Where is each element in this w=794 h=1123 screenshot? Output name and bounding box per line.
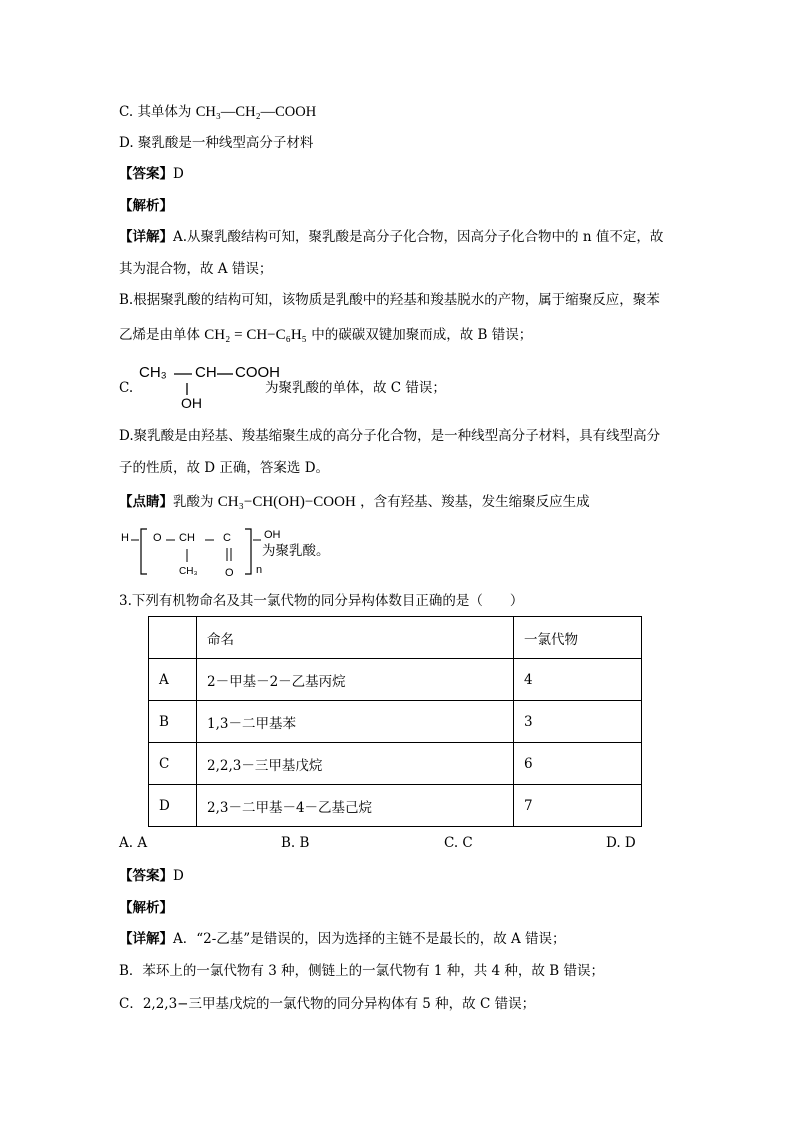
answer-options: [119, 835, 639, 855]
struct-cooh: COOH: [235, 364, 280, 381]
detail-1-b-line2: 乙烯是由单体 CH₂ = CH−C₆H₅ 中的碳碳双键加聚而成，故 B 错误；: [119, 327, 533, 343]
poly-ch3: CH₃: [179, 566, 198, 577]
option-c: C. 其单体为 CH₃—CH₂—COOH: [119, 104, 317, 120]
monomer-formula: CH₃—CH₂—COOH: [195, 104, 317, 120]
answer-2: 【答案】D: [119, 868, 184, 884]
detail-1-d-line2: 子的性质，故 D 正确，答案选 D。: [119, 460, 330, 476]
option-c-choice: C. C: [444, 835, 473, 851]
detail-1-b-line1: B.根据聚乳酸的结构可知，该物质是乳酸中的羟基和羧基脱水的产物，属于缩聚反应，聚苯: [119, 292, 660, 308]
struct-ch: CH: [195, 364, 217, 381]
analysis-heading-1: 【解析】: [119, 198, 173, 214]
question-3: 3.下列有机物命名及其一氯代物的同分异构体数目正确的是（ ）: [119, 593, 524, 609]
table-cell: D: [149, 785, 197, 827]
comment-end: 为聚乳酸。: [262, 543, 330, 559]
lactic-acid-formula: CH₃−CH(OH)−COOH: [217, 494, 356, 510]
table-row: [149, 701, 642, 743]
detail-1-d-line1: D.聚乳酸是由羟基、羧基缩聚生成的高分子化合物，是一种线型高分子材料，具有线型高分: [119, 428, 661, 444]
table-header: 一氯代物: [514, 617, 642, 659]
table-header: 命名: [197, 617, 514, 659]
detail-1-c-text: 为聚乳酸的单体，故 C 错误；: [265, 380, 446, 396]
struct-bonds: [137, 362, 267, 416]
poly-h: H: [121, 532, 129, 544]
analysis-heading-2: 【解析】: [119, 900, 173, 916]
poly-c: C: [223, 532, 231, 544]
option-d-choice: D. D: [606, 835, 636, 851]
styrene-formula: CH₂ = CH−C₆H₅: [204, 327, 307, 343]
table-cell: 4: [514, 659, 642, 701]
detail-2-a: 【详解】A．“2-乙基”是错误的，因为选择的主链不是最长的，故 A 错误；: [119, 931, 566, 947]
struct-ch3: CH₃: [139, 364, 167, 381]
naming-table: [148, 616, 642, 827]
poly-oh: OH: [264, 529, 281, 541]
poly-o: O: [153, 532, 162, 544]
option-a: A. A: [119, 835, 148, 851]
detail-2-c: C．2,2,3−三甲基戊烷的一氯代物的同分异构体有 5 种，故 C 错误；: [119, 996, 536, 1012]
table-cell: 3: [514, 701, 642, 743]
table-cell: C: [149, 743, 197, 785]
detail-1-a-line1: 【详解】A.从聚乳酸结构可知，聚乳酸是高分子化合物，因高分子化合物中的 n 值不定，故: [119, 229, 664, 245]
table-row: [149, 743, 642, 785]
answer-1: 【答案】D: [119, 166, 184, 182]
table-cell: 6: [514, 743, 642, 785]
table-cell: 2－甲基－2－乙基丙烷: [197, 659, 514, 701]
detail-1-a-line2: 其为混合物，故 A 错误；: [119, 261, 273, 277]
table-row: [149, 785, 642, 827]
table-row: [149, 659, 642, 701]
option-d: D. 聚乳酸是一种线型高分子材料: [119, 135, 314, 151]
lactic-acid-structure: [137, 362, 280, 416]
struct-oh: OH: [181, 395, 202, 411]
table-header-row: [149, 617, 642, 659]
detail-1-c-prefix: C.: [119, 380, 134, 396]
table-cell: A: [149, 659, 197, 701]
table-cell: 2,2,3－三甲基戊烷: [197, 743, 514, 785]
option-b: B. B: [281, 835, 310, 851]
table-cell: 7: [514, 785, 642, 827]
poly-ch: CH: [179, 532, 195, 544]
poly-o2: O: [225, 567, 234, 579]
comment-line: 【点睛】乳酸为 CH₃−CH(OH)−COOH ，含有羟基、羧基，发生缩聚反应生成: [119, 494, 590, 510]
table-cell: 2,3－二甲基－4－乙基己烷: [197, 785, 514, 827]
table-cell: B: [149, 701, 197, 743]
poly-n: n: [256, 564, 263, 576]
table-cell: 1,3－二甲基苯: [197, 701, 514, 743]
detail-2-b: B．苯环上的一氯代物有 3 种，侧链上的一氯代物有 1 种，共 4 种，故 B 错误；: [119, 963, 604, 979]
table-header: [149, 617, 197, 659]
